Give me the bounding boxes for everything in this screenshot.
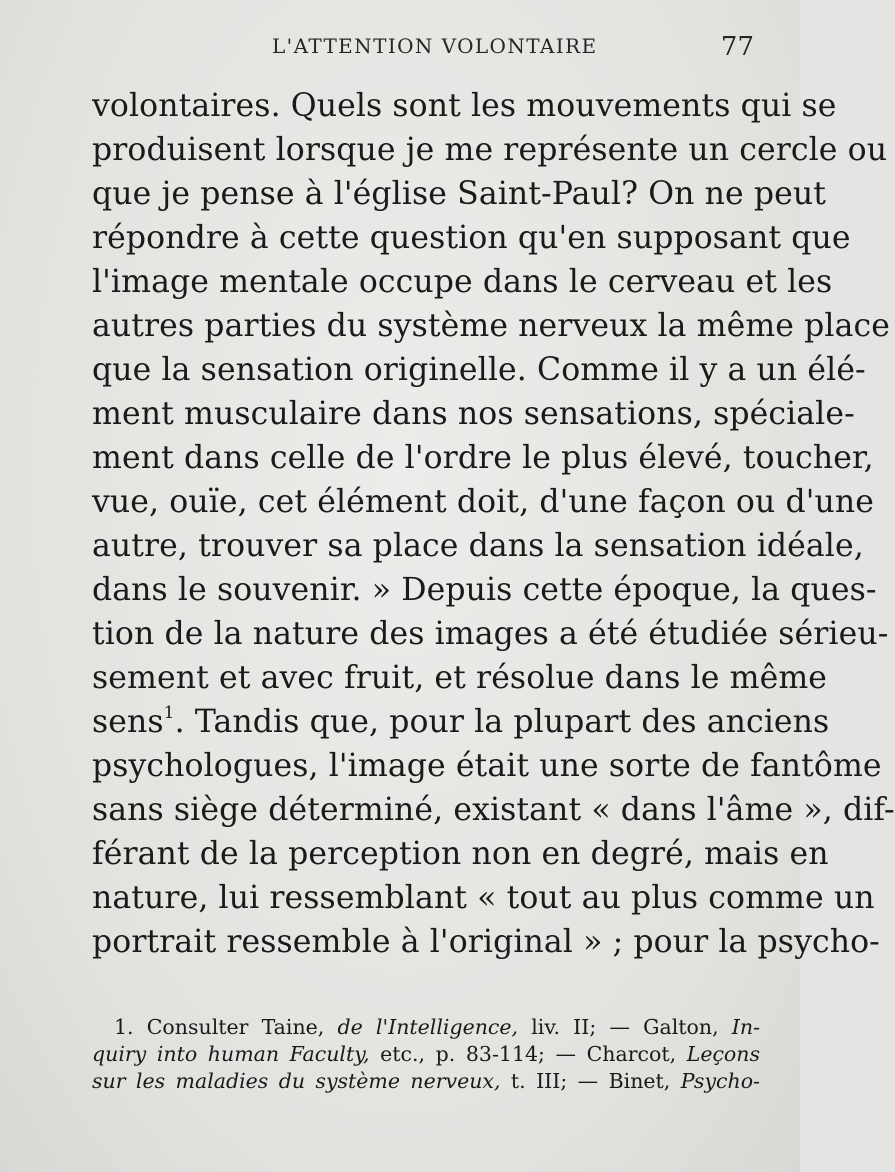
page-number: 77: [720, 32, 754, 62]
text-line: vue, ouïe, cet élément doit, d'une façon ou d'une: [92, 484, 875, 520]
text-line: sement et avec fruit, et résolue dans le même: [92, 660, 828, 696]
text-line: autre, trouver sa place dans la sensation idéale,: [92, 528, 864, 564]
text-line: répondre à cette question qu'en supposant que: [92, 220, 851, 256]
footnote-title: de l'Intelligence,: [337, 1015, 519, 1039]
page-header: [92, 34, 760, 74]
footnote-text: t. III; — Binet,: [500, 1069, 681, 1093]
text-line: autres parties du système nerveux la même place: [92, 308, 890, 344]
text-fragment: sens: [92, 704, 164, 740]
body-text: [92, 84, 895, 964]
text-line: sans siège déterminé, existant « dans l'âme », dif-: [92, 792, 895, 828]
footnote-title: quiry into human Faculty,: [92, 1042, 370, 1066]
footnote-text: liv. II; — Galton,: [518, 1015, 732, 1039]
text-line: dans le souvenir. » Depuis cette époque, la ques-: [92, 572, 877, 608]
text-line: que la sensation originelle. Comme il y a un élé-: [92, 352, 866, 388]
footnote-line: [92, 1041, 760, 1068]
text-line: volontaires. Quels sont les mouvements qui se: [92, 88, 837, 124]
text-line: que je pense à l'église Saint-Paul? On ne peut: [92, 176, 827, 212]
text-line: férant de la perception non en degré, mais en: [92, 836, 829, 872]
footnotes: [92, 1014, 760, 1095]
text-line: nature, lui ressemblant « tout au plus comme un: [92, 880, 875, 916]
running-head: L'ATTENTION VOLONTAIRE: [272, 34, 598, 58]
footnote-text: etc., p. 83-114; — Charcot,: [369, 1042, 687, 1066]
text-line-with-footnote: [92, 700, 830, 744]
footnote-title: sur les maladies du système nerveux,: [92, 1069, 501, 1093]
text-line: l'image mentale occupe dans le cerveau et les: [92, 264, 833, 300]
footnote-title: In-: [731, 1015, 761, 1039]
footnote-marker: 1: [163, 703, 175, 723]
footnote-line: [92, 1014, 760, 1041]
footnote-line: [92, 1068, 760, 1095]
text-fragment: . Tandis que, pour la plupart des anciens: [174, 704, 830, 740]
text-line: tion de la nature des images a été étudiée sérieu-: [92, 616, 889, 652]
footnote-title: Psycho-: [680, 1069, 760, 1093]
text-line: produisent lorsque je me représente un cercle ou: [92, 132, 888, 168]
text-line: psychologues, l'image était une sorte de fantôme: [92, 748, 882, 784]
footnote-title: Leçons: [686, 1042, 760, 1066]
text-line: portrait ressemble à l'original » ; pour la psycho-: [92, 924, 880, 960]
footnote-text: 1. Consulter Taine,: [114, 1015, 338, 1039]
text-line: ment dans celle de l'ordre le plus élevé, toucher,: [92, 440, 874, 476]
text-line: ment musculaire dans nos sensations, spéciale-: [92, 396, 855, 432]
